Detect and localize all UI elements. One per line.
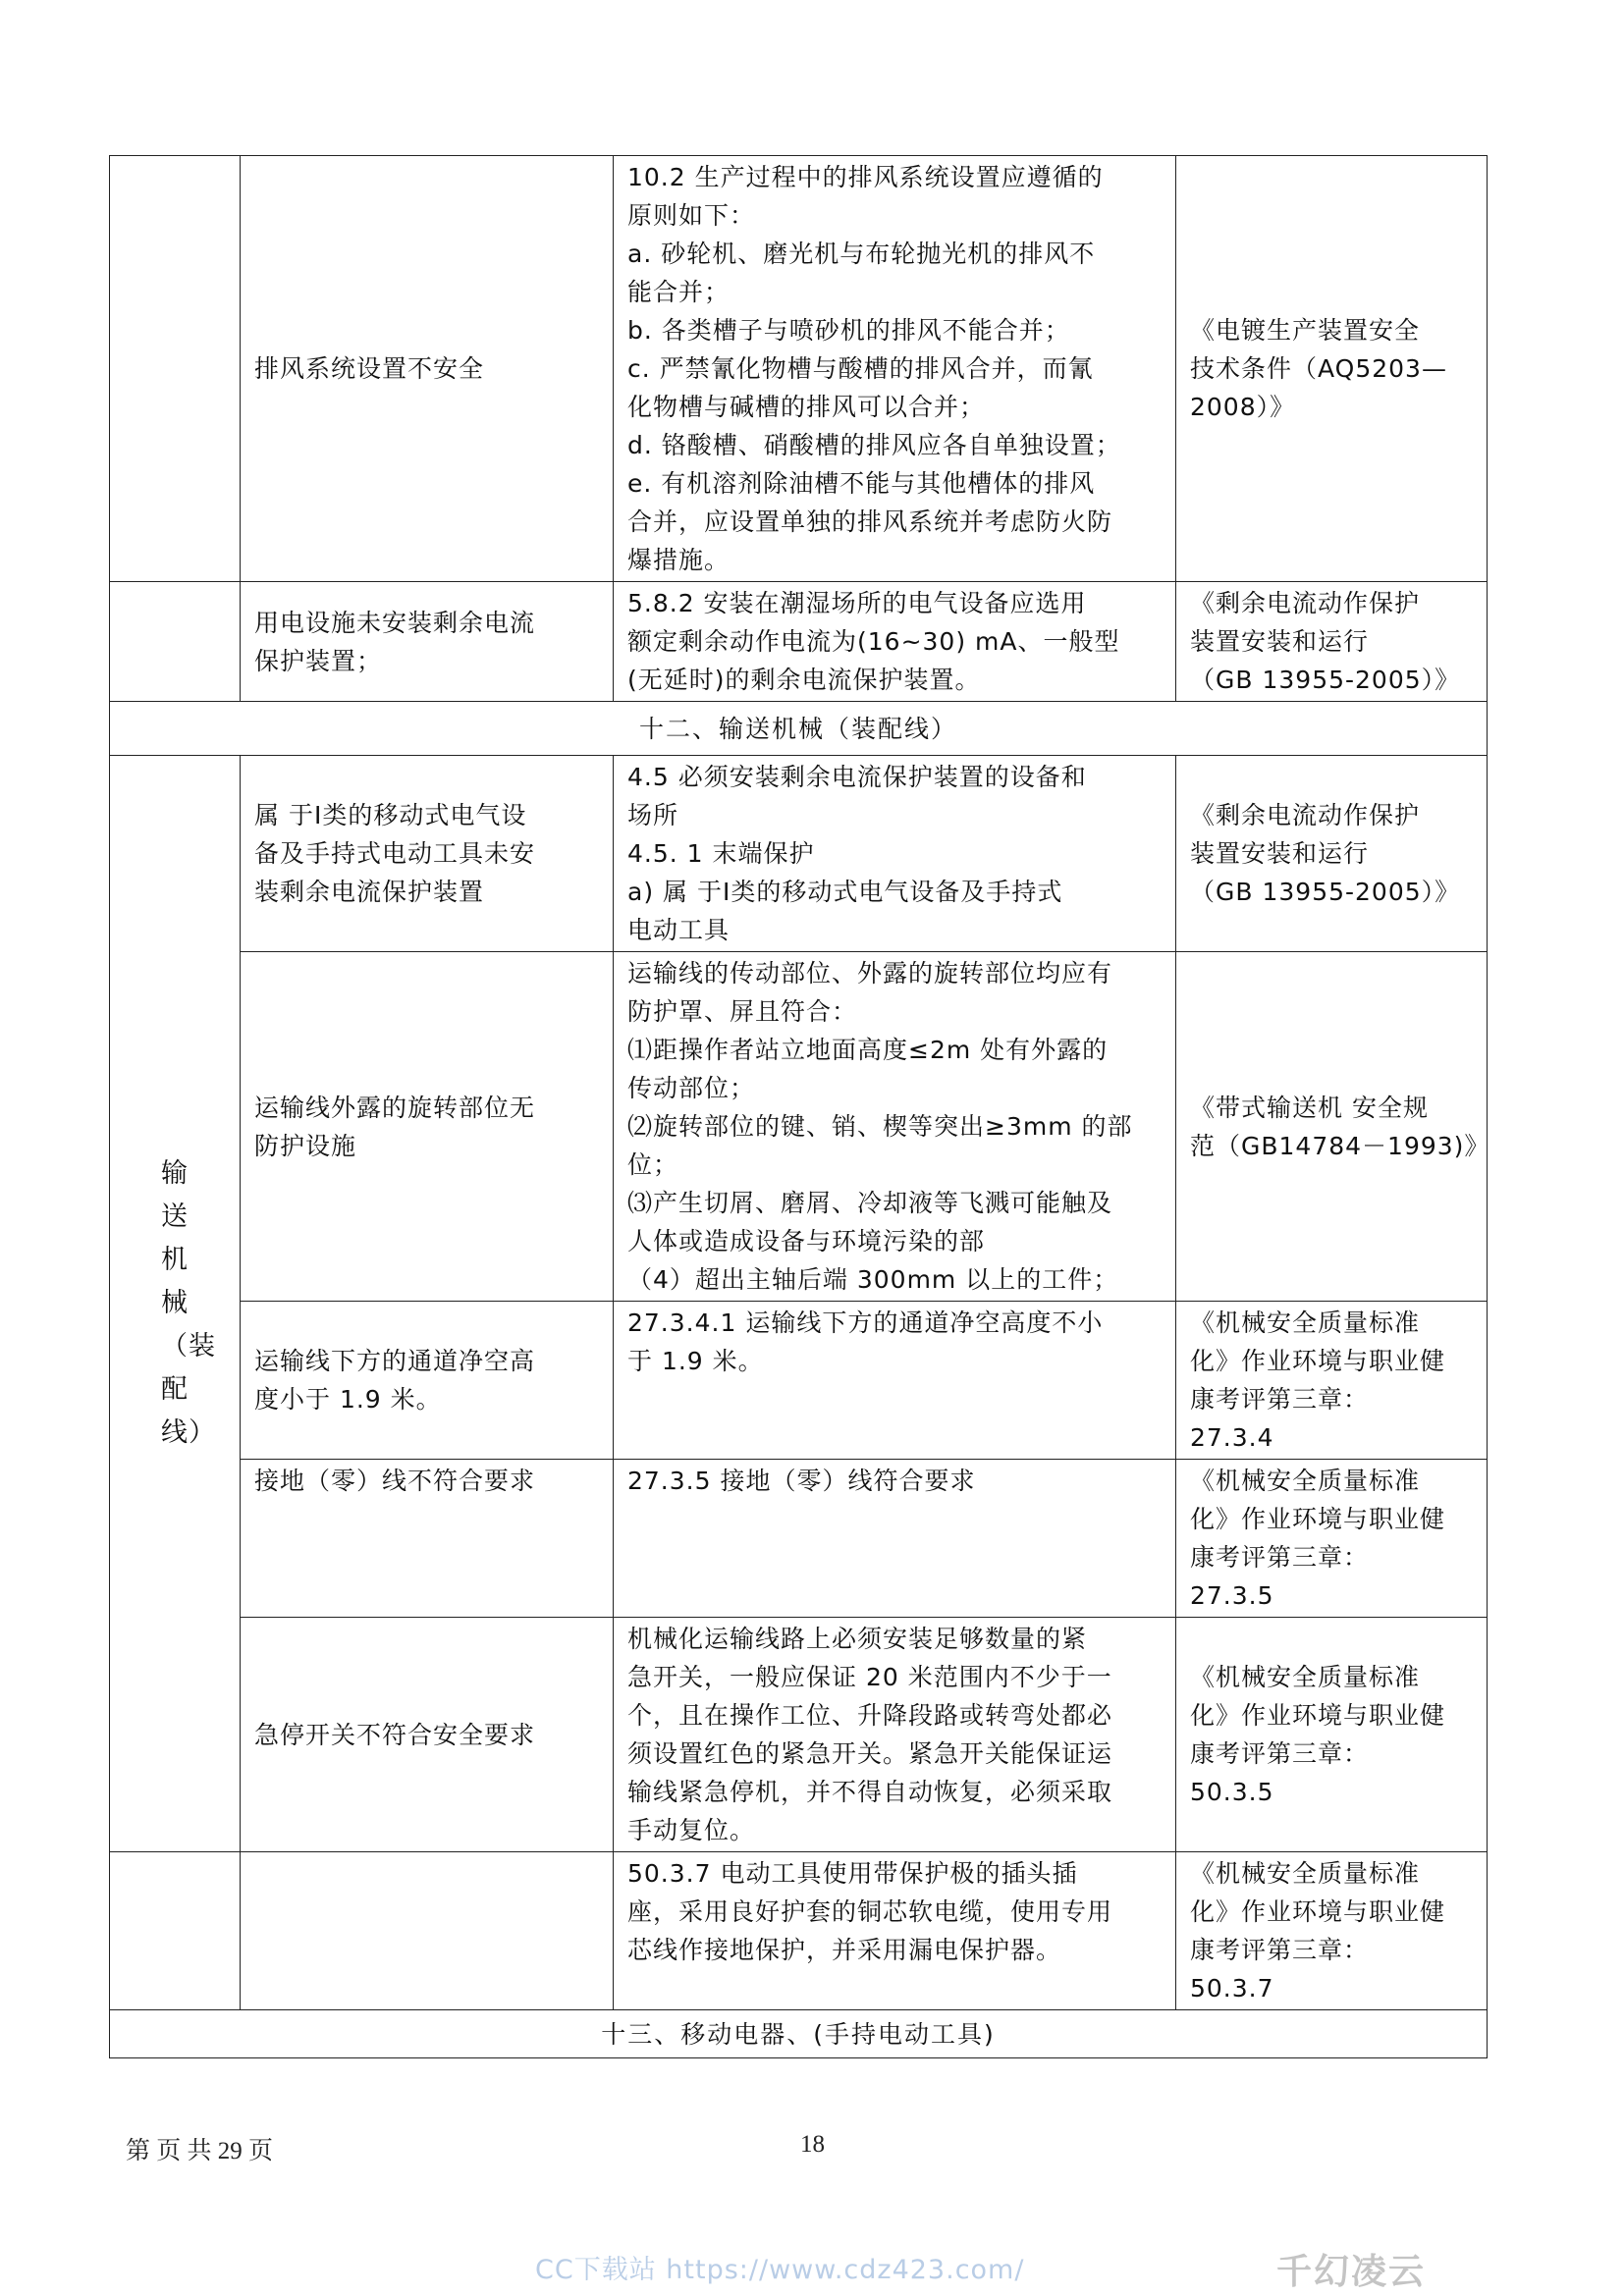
category-cell: [110, 156, 241, 582]
hazard-item-cell: [241, 582, 614, 702]
text-line: 化》作业环境与职业健: [1190, 1347, 1446, 1375]
text-line: 急开关，一般应保证 20 米范围内不少于一: [627, 1663, 1112, 1691]
category-cell: [110, 1852, 241, 2010]
table-row: [110, 156, 1488, 582]
text-line: 芯线作接地保护，并采用漏电保护器。: [627, 1936, 1062, 1964]
text-line: 27.3.5 接地（零）线符合要求: [627, 1467, 976, 1495]
text-line: d. 铬酸槽、硝酸槽的排风应各自单独设置；: [627, 431, 1121, 459]
text-line: 27.3.4: [1190, 1423, 1274, 1452]
text-line: 《剩余电流动作保护: [1190, 801, 1421, 829]
text-line: 于 1.9 米。: [627, 1347, 764, 1375]
category-label: 输送机械（装配线）: [161, 1158, 216, 1448]
text-line: 输线紧急停机，并不得自动恢复，必须采取: [627, 1778, 1113, 1806]
text-line: 化》作业环境与职业健: [1190, 1701, 1446, 1730]
text-line: 范（GB14784－1993)》: [1190, 1131, 1490, 1160]
text-line: （4）超出主轴后端 300mm 以上的工件；: [627, 1265, 1119, 1294]
text-line: 电动工具: [627, 916, 731, 944]
text-line: 人体或造成设备与环境污染的部: [627, 1227, 986, 1255]
watermark-url: CC下载站 https://www.cdz423.com/: [535, 2255, 1025, 2285]
text-line: （GB 13955-2005）》: [1190, 666, 1461, 694]
text-line: 《剩余电流动作保护: [1190, 589, 1421, 617]
standard-cell: [1176, 156, 1488, 582]
text-line: 27.3.4.1 运输线下方的通道净空高度不小: [627, 1308, 1104, 1337]
text-line: 度小于 1.9 米。: [254, 1385, 442, 1414]
text-line: 用电设施未安装剩余电流: [254, 608, 536, 637]
requirement-cell: [614, 582, 1176, 702]
text-line: 运输线的传动部位、外露的旋转部位均应有: [627, 959, 1113, 988]
text-line: c. 严禁氰化物槽与酸槽的排风合并，而氰: [627, 354, 1094, 383]
text-line: 保护装置；: [254, 646, 383, 675]
text-line: 技术条件（AQ5203—: [1190, 354, 1447, 383]
text-line: 能合并；: [627, 278, 731, 306]
text-line: 爆措施。: [627, 546, 731, 574]
standard-cell: [1176, 1852, 1488, 2010]
hazard-item-cell: [241, 156, 614, 582]
hazard-item-cell: [241, 1852, 614, 2010]
text-line: 装置安装和运行: [1190, 839, 1370, 868]
category-cell-conveyor: [110, 756, 241, 1852]
text-line: 《带式输送机 安全规: [1190, 1093, 1429, 1122]
text-line: 场所: [627, 801, 679, 829]
text-line: ⑶产生切屑、磨屑、冷却液等飞溅可能触及: [627, 1189, 1113, 1217]
requirement-cell: [614, 952, 1176, 1302]
text-line: （GB 13955-2005）》: [1190, 878, 1461, 906]
text-line: 合并，应设置单独的排风系统并考虑防火防: [627, 507, 1113, 536]
text-line: 属 于Ⅰ类的移动式电气设: [254, 801, 527, 829]
section-13-heading: 十三、移动电器、(手持电动工具): [110, 2010, 1488, 2058]
section-12-heading: 十二、输送机械（装配线）: [110, 702, 1488, 756]
text-line: 50.3.5: [1190, 1778, 1274, 1806]
requirement-cell: [614, 1618, 1176, 1852]
standard-cell: [1176, 1460, 1488, 1618]
text-line: 运输线下方的通道净空高: [254, 1347, 536, 1375]
text-line: 须设置红色的紧急开关。紧急开关能保证运: [627, 1739, 1113, 1768]
text-line: 手动复位。: [627, 1816, 756, 1844]
text-line: ⑴距操作者站立地面高度≤2m 处有外露的: [627, 1036, 1109, 1064]
text-line: 5.8.2 安装在潮湿场所的电气设备应选用: [627, 589, 1087, 617]
requirement-cell: [614, 1852, 1176, 2010]
text-line: 2008）》: [1190, 393, 1296, 421]
text-line: 接地（零）线不符合要求: [254, 1467, 536, 1495]
standard-cell: [1176, 952, 1488, 1302]
text-line: 《机械安全质量标准: [1190, 1663, 1421, 1691]
text-line: 4.5. 1 末端保护: [627, 839, 815, 868]
text-line: 化物槽与碱槽的排风可以合并；: [627, 393, 986, 421]
table-row: [110, 756, 1488, 952]
hazard-item-cell: [241, 1460, 614, 1618]
text-line: a) 属 于Ⅰ类的移动式电气设备及手持式: [627, 878, 1063, 906]
text-line: e. 有机溶剂除油槽不能与其他槽体的排风: [627, 469, 1096, 498]
text-line: ⑵旋转部位的键、销、楔等突出≥3mm 的部: [627, 1112, 1133, 1141]
text-line: a. 砂轮机、磨光机与布轮抛光机的排风不: [627, 240, 1096, 268]
text-line: 康考评第三章：: [1190, 1385, 1370, 1414]
text-line: 备及手持式电动工具未安: [254, 839, 536, 868]
text-line: 防护设施: [254, 1131, 357, 1160]
table-row: [110, 1460, 1488, 1618]
table-row: [110, 1302, 1488, 1460]
requirement-cell: [614, 156, 1176, 582]
table-row: [110, 582, 1488, 702]
text-line: 10.2 生产过程中的排风系统设置应遵循的: [627, 163, 1104, 191]
requirement-cell: [614, 1302, 1176, 1460]
page-number: 18: [800, 2131, 825, 2158]
requirement-cell: [614, 756, 1176, 952]
text-line: 传动部位；: [627, 1074, 756, 1102]
text-line: (无延时)的剩余电流保护装置。: [627, 666, 981, 694]
watermark-brand-logo: 千幻凌云: [1276, 2252, 1427, 2292]
text-line: 原则如下：: [627, 201, 756, 230]
standard-cell: [1176, 1302, 1488, 1460]
category-cell: [110, 582, 241, 702]
text-line: 化》作业环境与职业健: [1190, 1897, 1446, 1926]
section-row: [110, 702, 1488, 756]
text-line: 27.3.5: [1190, 1581, 1274, 1610]
text-line: 康考评第三章：: [1190, 1739, 1370, 1768]
text-line: 4.5 必须安装剩余电流保护装置的设备和: [627, 763, 1087, 791]
requirement-cell: [614, 1460, 1176, 1618]
text-line: 额定剩余动作电流为(16~30) mA、一般型: [627, 627, 1120, 656]
text-line: 康考评第三章：: [1190, 1543, 1370, 1572]
text-line: 《机械安全质量标准: [1190, 1859, 1421, 1888]
text-line: 康考评第三章：: [1190, 1936, 1370, 1964]
text-line: 位；: [627, 1150, 679, 1179]
standard-cell: [1176, 582, 1488, 702]
text-line: 《机械安全质量标准: [1190, 1467, 1421, 1495]
table-row: [110, 1618, 1488, 1852]
text-line: 《机械安全质量标准: [1190, 1308, 1421, 1337]
text-line: 个，且在操作工位、升降段路或转弯处都必: [627, 1701, 1113, 1730]
text-line: 装置安装和运行: [1190, 627, 1370, 656]
text-line: 防护罩、屏且符合：: [627, 997, 858, 1026]
hazard-item-cell: [241, 1618, 614, 1852]
standard-cell: [1176, 756, 1488, 952]
text-line: 化》作业环境与职业健: [1190, 1505, 1446, 1533]
page-count-label: 第 页 共 29 页: [126, 2138, 274, 2164]
text-line: 《电镀生产装置安全: [1190, 316, 1421, 345]
text-line: 座，采用良好护套的铜芯软电缆，使用专用: [627, 1897, 1113, 1926]
text-line: 50.3.7 电动工具使用带保护极的插头插: [627, 1859, 1078, 1888]
text-line: b. 各类槽子与喷砂机的排风不能合并；: [627, 316, 1070, 345]
hazard-standard-table: [109, 155, 1488, 2058]
hazard-item-cell: [241, 1302, 614, 1460]
text-line: 50.3.7: [1190, 1974, 1274, 2002]
hazard-item-cell: [241, 952, 614, 1302]
text-line: 运输线外露的旋转部位无: [254, 1093, 536, 1122]
table-row: [110, 1852, 1488, 2010]
text-line: 装剩余电流保护装置: [254, 878, 485, 906]
standard-cell: [1176, 1618, 1488, 1852]
hazard-item-cell: [241, 756, 614, 952]
section-row: [110, 2010, 1488, 2058]
text-line: 机械化运输线路上必须安装足够数量的紧: [627, 1625, 1088, 1653]
text-line: 排风系统设置不安全: [254, 354, 485, 383]
text-line: 急停开关不符合安全要求: [254, 1720, 536, 1749]
table-row: [110, 952, 1488, 1302]
